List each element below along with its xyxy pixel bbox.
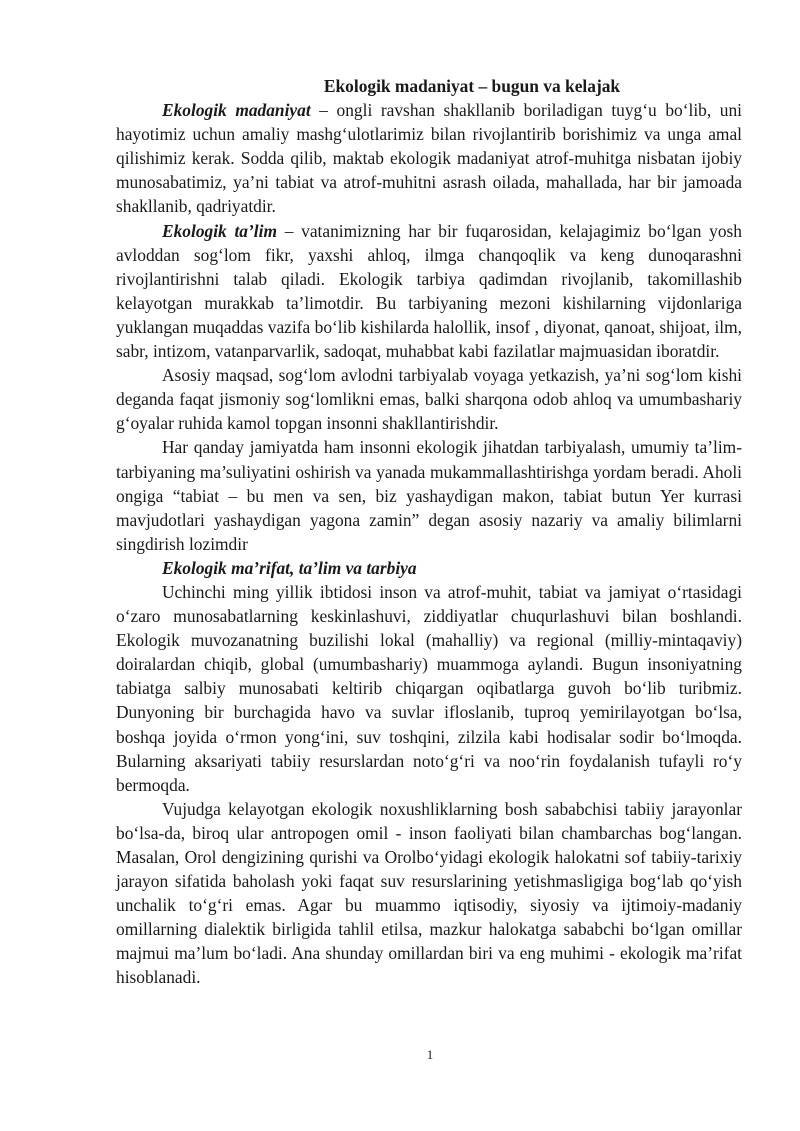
paragraph-third-millennium: Uchinchi ming yillik ibtidosi inson va atrof-muhit, tabiat va jamiyat o‘rtasidagi o‘zaro munosabatlarning keskinlashuvi, ziddiyatlar chuqurlashuvi bilan boshlandi. Ekologik muvozanatning buzilishi lokal (mahalliy) va regional (milliy-mintaqaviy) doiralardan chiqib, global (umumbashariy) muammoga aylandi. Bugun insoniyatning tabiatga salbiy munosabati keltirib chiqargan oqibatlarga guvoh bo‘lib turibmiz. Dunyoning bir burchagida havo va suvlar ifloslanib, tuproq yemirilayotgan bo‘lsa, boshqa joyida o‘rmon yong‘ini, suv toshqini, zilzila kabi hodisalar sodir bo‘lmoqda. Bularning aksariyati tabiiy resurslardan noto‘g‘ri va noo‘rin foydalanish tufayli ro‘y bermoqda.: [116, 581, 742, 795]
term-ecological-education: Ekologik ta’lim: [162, 220, 277, 241]
paragraph-text: – ongli ravshan shakllanib boriladigan tuyg‘u bo‘lib, uni hayotimiz uchun amaliy mashg‘ulotlarimiz bilan rivojlantirib borishimiz va unga amal qilishimiz kerak. Sodda qilib, maktab ekologik madaniyat atrof-muhitga nisbatan ijobiy munosabatimiz, ya’ni tabiat va atrof-muhitni asrash oilada, mahallada, har bir jamoada shakllanib, qadriyatdir.: [116, 100, 742, 217]
paragraph-text: – vatanimizning har bir fuqarosidan, kelajagimiz bo‘lgan yosh avloddan sog‘lom fikr, yaxshi ahloq, ilmga chanqoqlik va keng dunoqarashni rivojlantirishni talab qiladi. Ekologik tarbiya qadimdan rivojlanib, takomillashib kelayotgan murakkab ta’limotdir. Bu tarbiyaning mezoni kishilarning vijdonlariga yuklangan muqaddas vazifa bo‘lib kishilarda halollik, insof , diyonat, qanoat, shijoat, ilm, sabr, intizom, vatanparvarlik, sadoqat, muhabbat kabi fazilatlar majmuasidan iboratdir.: [116, 220, 742, 362]
document-page: [116, 74, 742, 990]
section-subheading: Ekologik ma’rifat, ta’lim va tarbiya: [162, 557, 417, 578]
paragraph-main-goal: Asosiy maqsad, sog‘lom avlodni tarbiyalab voyaga yetkazish, ya’ni sog‘lom kishi deganda faqat jismoniy sog‘lomlikni emas, balki sharqona odob ahloq va umumbashariy g‘oyalar ruhida kamol topgan insonni shakllantirishdir.: [116, 365, 742, 434]
paragraph-ecological-culture: [116, 98, 742, 218]
paragraph-ecological-education: [116, 219, 742, 364]
page-number: 1: [426, 1047, 434, 1062]
term-ecological-culture: Ekologik madaniyat: [162, 100, 311, 121]
document-title: Ekologik madaniyat – bugun va kelajak: [323, 76, 621, 96]
paragraph-society: Har qanday jamiyatda ham insonni ekologik jihatdan tarbiyalash, umumiy ta’lim-tarbiyaning ma’suliyatini oshirish va yanada mukammallashtirishga yordam beradi. Aholi ongiga “tabiat – bu men va sen, biz yashaydigan makon, tabiat butun Yer kurrasi mavjudotlari yashaydigan yagona zamin” degan asosiy nazariy va amaliy bilimlarni singdirish lozimdir: [116, 437, 742, 554]
paragraph-ecological-problems: Vujudga kelayotgan ekologik noxushliklarning bosh sababchisi tabiiy jarayonlar bo‘lsa-da, biroq ular antropogen omil - inson faoliyati bilan chambarchas bog‘langan. Masalan, Orol dengizining qurishi va Orolbo‘yidagi ekologik halokatni sof tabiiy-tarixiy jarayon sifatida baholash yoki faqat suv resurslarining yetishmasligiga bog‘lab qo‘yish unchalik to‘g‘ri emas. Agar bu muammo iqtisodiy, siyosiy va ijtimoiy-madaniy omillarning dialektik birligida tahlil etilsa, mazkur halokatga sababchi bo‘lgan omillar majmui ma’lum bo‘ladi. Ana shunday omillardan biri va eng muhimi - ekologik ma’rifat hisoblanadi.: [116, 798, 742, 988]
